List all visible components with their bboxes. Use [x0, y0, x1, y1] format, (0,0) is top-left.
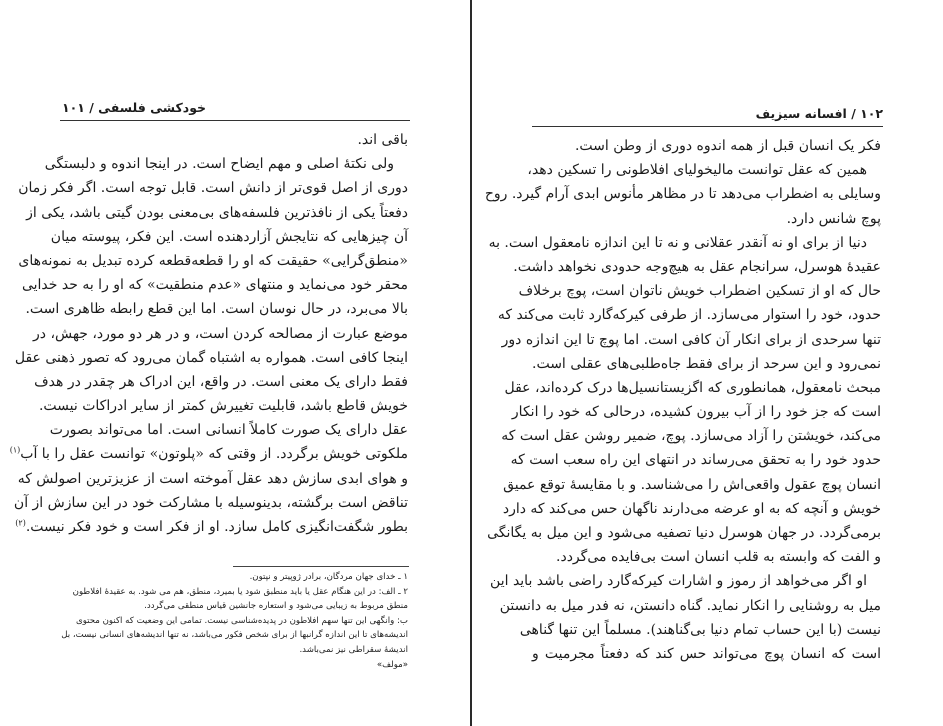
text-line: خویش و آنچه که به او عرضه می‌دارند ناگهان حس می‌کند که دارد — [502, 500, 881, 517]
text-line-with-footnote — [9, 442, 408, 466]
text-line: ولی نکتۀ اصلی و مهم ایضاح است. در اینجا اندوه و دلبستگی — [44, 156, 394, 173]
footnote-line: ب: وانگهی این تنها سهم افلاطون در پدیده‌شناسی نیست. تمامی این وضعیت که اکنون محتوی — [75, 615, 408, 626]
left-page-header — [0, 96, 470, 118]
text-line: همین که عقل توانست مالیخولیای افلاطونی را تسکین دهد، — [527, 162, 867, 179]
text-line: عقل دارای یک صورت کاملاً انسانی است. اما می‌تواند بصورت — [49, 422, 408, 439]
text-line: بالا می‌برد، در حال نوسان است. اما این قطع رابطه ظاهری است. — [25, 301, 408, 318]
text-line: «منطق‌گرایی» حقیقت که او را قطعه‌قطعه کرده تبدیل به نمونه‌های — [18, 252, 408, 269]
text-line: پوچ شانس دارد. — [786, 210, 881, 227]
text-line: و هوای ابدی سازش دهد عقل آموخته است از عزیزترین اصولش که — [17, 470, 408, 487]
footnote-line: اندیشه‌های تا این اندازه گرانبها از برای شخص فکور می‌باشد، نه تنها اندیشه‌های انسانی نیست، بل — [61, 630, 408, 641]
text-line: تناقض است برگشته، بدینوسیله با مشارکت خود در این سازش از آن — [13, 494, 408, 511]
text-line: تنها سرحدی از برای انکار آن کافی است. اما پوچ تا این اندازه دور — [501, 331, 881, 348]
text-line: میل به روشنایی را انکار نماید. گناه دانستن، نه فدر میل به دانستن — [499, 597, 881, 614]
text-line: و الفت که وابسته به قلب انسان است بی‌فایده می‌گردد. — [556, 549, 881, 566]
line-text: ملکوتی خویش برگردد. از وقتی که «پلوتون» توانست عقل را با آب — [20, 446, 408, 463]
text-line: حال که او از تسکین اضطراب خویش ناتوان است، پوچ برخلاف — [518, 283, 881, 300]
text-line: دفعتاً یکی از نافذترین فلسفه‌های بی‌معنی بودن گیتی باشد، یکی از — [26, 204, 408, 221]
footnote-line: ۲ ـ الف: در این هنگام عقل یا باید منطبق شود یا بمیرد، منطق، هم می شود. به عقیدۀ افلاطون — [72, 586, 408, 597]
footnote-author: «مولف» — [376, 659, 408, 670]
left-page-header-text: خودکشی فلسفی / ۱۰۱ — [62, 100, 207, 115]
text-line: محقر خود می‌نماید و منتهای «عدم منطقیت» که او را به حد خدایی — [21, 277, 408, 294]
text-line: وسایلی به اضطراب می‌دهد تا در مظاهر مأنوس ابدی آرام گیرد. روح — [484, 186, 881, 203]
text-line: دوری از اصل قوی‌تر از دانش است. قابل توجه است. اگر فکر زمان — [18, 180, 408, 197]
right-page-header — [472, 96, 943, 121]
text-line: او اگر می‌خواهد از رموز و اشارات کیرکه‌گارد راضی باشد باید این — [490, 573, 867, 590]
text-line: فقط دارای یک معنی است. در واقع، این ادراک هر چقدر در هدف — [34, 373, 408, 390]
text-line: برمی‌گردد. در جهان هوسرل دنیا تصفیه می‌شود و این میل به یگانگی — [487, 525, 881, 541]
right-header-rule — [532, 126, 883, 127]
text-line: مبحث نامعقول، همانطوری که اگزیستانسیل‌ها درک کرده‌اند، عقل — [504, 379, 881, 396]
text-line: خویش قاطع باشد، قابلیت تغییرش کمتر از سایر ادراکات نیست. — [38, 398, 408, 415]
text-line: فکر یک انسان قبل از همه اندوه دوری از وطن است. — [574, 138, 881, 154]
right-page-header-text: ۱۰۲ / افسانه سیزیف — [755, 106, 883, 121]
text-line: موضع عبارت از مصالحه کردن است، و در هر دو مورد، جهش، در — [33, 325, 408, 342]
footnote-ref-1: (۱) — [9, 445, 21, 455]
text-line: حدود، خود را استوار می‌سازد. از طرفی کیرکه‌گارد ثابت می‌کند که — [497, 307, 881, 324]
footnote-line: اندیشۀ سقراطی نیز نمی‌باشد. — [299, 644, 408, 655]
text-line: می‌کند، خویشتن را آزاد می‌سازد. پوچ، ضمیر روشن عقل است که — [501, 428, 881, 445]
footnote-ref-2: (۲) — [15, 518, 26, 528]
text-line: انسان پوچ عقول واقعی‌اش را می‌شناسد. و با مقایسۀ توقع عمیق — [503, 476, 881, 493]
left-header-rule — [60, 120, 410, 121]
text-line: آن چیزهایی که نتایجش آزاردهنده است. این فکر، پیوسته میان — [50, 228, 408, 245]
text-line: نیست (با این حساب تمام دنیا بی‌گناهند). مسلماً این تنها گناهی — [519, 621, 881, 638]
text-line: اینجا کافی است. همواره به اشتباه گمان می‌رود که تصور ذهنی عقل — [14, 349, 408, 366]
footnote-rule — [233, 566, 409, 567]
right-page-body — [484, 134, 881, 666]
footnote-line: ۱ ـ خدای جهان مردگان، برادر ژوپیتر و نپتون. — [249, 572, 408, 582]
left-page — [0, 0, 470, 726]
text-line: باقی اند. — [357, 132, 408, 148]
text-line: است که جز خود را از آب بیرون کشیده، درحالی که خود را انکار — [511, 404, 881, 421]
text-line: حدود خود را به تحقق می‌رساند در انتهای این راه سعب است که — [510, 452, 881, 469]
footnotes — [62, 570, 408, 672]
footnote-line: منطق مربوط به زیبایی می‌شود و استعاره جانشین قیاس منطقی می‌گردد. — [144, 601, 408, 612]
text-line: نمی‌رود و این سرحد از برای فقط جاه‌طلبی‌های عقلی است. — [532, 355, 881, 372]
text-line-with-footnote — [15, 515, 408, 539]
line-text: بطور شگفت‌انگیزی کامل سازد. او از فکر است و خود فکر نیست. — [25, 519, 408, 535]
text-line: عقیدۀ هوسرل، سرانجام عقل به هیچ‌وجه حدودی نخواهد داشت. — [513, 258, 881, 275]
right-page — [472, 0, 943, 726]
text-line: است که انسان پوچ می‌تواند حس کند که دفعتاً مجرمیت و — [532, 645, 881, 662]
text-line: دنیا از برای او نه آنقدر عقلانی و نه تا این اندازه نامعقول است. به — [488, 234, 867, 251]
left-page-body — [9, 128, 408, 539]
